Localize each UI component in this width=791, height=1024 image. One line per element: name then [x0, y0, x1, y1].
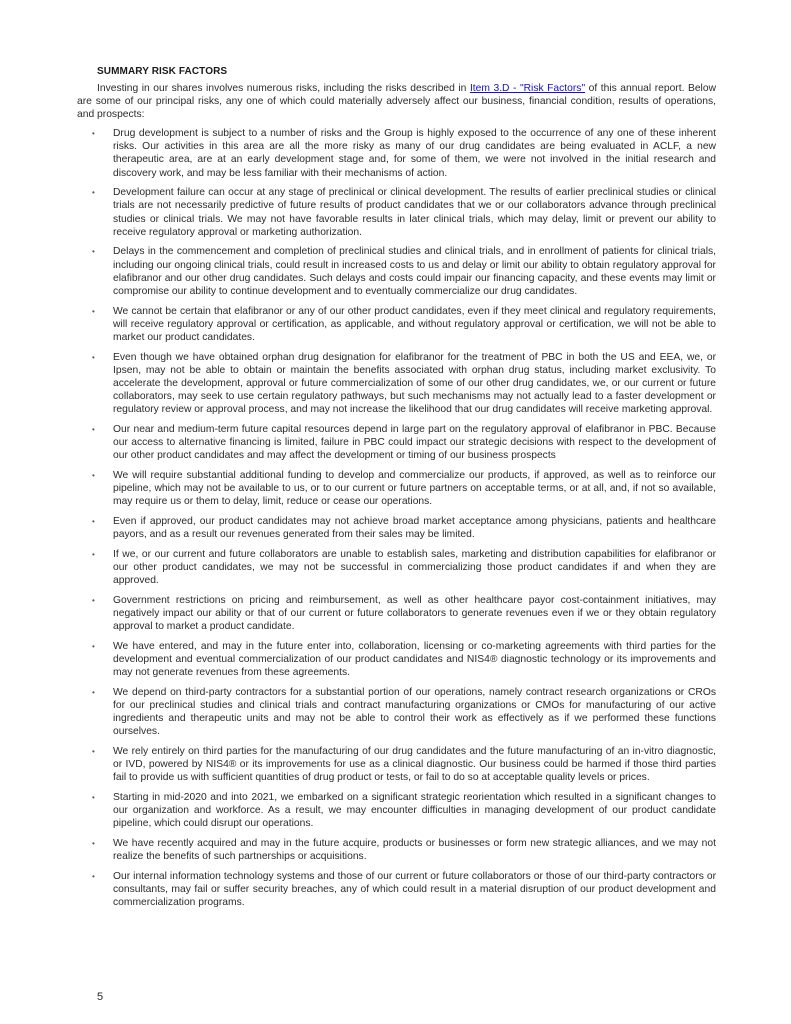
- risk-item: [77, 127, 716, 180]
- risk-text: We depend on third-party contractors for a substantial portion of our operations, namely contract research organizations or CROs for our preclinical studies and clinical trials and contract manufacturing organizations or CMOs for manufacturing of our active ingredients and therapeutic units and may not be able to control their work as effectively as if we performed these functions ourselves.: [113, 686, 716, 738]
- risk-text: Development failure can occur at any stage of preclinical or clinical development. The results of earlier preclinical studies or clinical trials are not necessarily predictive of future results of product candidates that we or our collaborators advance through preclinical studies or clinical trials. We may not have favorable results in later clinical trials, which may delay, limit or prevent our ability to receive regulatory approval or marketing authorization.: [113, 187, 716, 238]
- risk-list: [77, 127, 716, 916]
- bullet-icon: •: [92, 687, 95, 697]
- risk-item: [77, 186, 716, 239]
- risk-text: Delays in the commencement and completion of preclinical studies and clinical trials, and in enrollment of patients for clinical trials, including our ongoing clinical trials, could result in increased costs to us and delay or limit our ability to obtain regulatory approval for elafibranor and our other drug candidates. Such delays and costs could impair our financing capacity, and these events may limit or compromise our ability to continue development and to eventually commercialize our drug candidates.: [113, 246, 716, 298]
- risk-item: [77, 245, 716, 298]
- bullet-icon: •: [92, 352, 95, 362]
- risk-item: [77, 469, 716, 509]
- risk-text: We have entered, and may in the future enter into, collaboration, licensing or co-marketing agreements with third parties for the development and eventual commercialization of our product candidates and NIS4® diagnostic technology or its improvements and may not generate revenues from these agreements.: [113, 640, 716, 679]
- risk-item: [77, 351, 716, 417]
- intro-text-before: Investing in our shares involves numerous risks, including the risks described in: [97, 83, 470, 94]
- risk-item: [77, 870, 716, 910]
- bullet-icon: •: [92, 247, 95, 257]
- page-number: 5: [97, 991, 104, 1003]
- bullet-icon: •: [92, 306, 95, 316]
- intro-text-after: of this annual report. Below are some of our principal risks, any one of which could materially adversely affect our business, financial condition, results of operations, and prospects:: [77, 83, 717, 121]
- bullet-icon: •: [92, 549, 95, 559]
- risk-text: We have recently acquired and may in the future acquire, products or businesses or form new strategic alliances, and we may not realize the benefits of such partnerships or acquisitions.: [113, 838, 716, 863]
- bullet-icon: •: [92, 793, 95, 803]
- risk-text: We will require substantial additional funding to develop and commercialize our products, if approved, as well as to reinforce our pipeline, which may not be available to us, or to our current or future partners on acceptable terms, or at all, and, if not so available, may require us or them to delay, limit, reduce or cease our operations.: [113, 470, 716, 508]
- risk-item: [77, 640, 716, 680]
- risk-item: [77, 594, 716, 634]
- bullet-icon: •: [92, 871, 95, 881]
- risk-text: If we, or our current and future collaborators are unable to establish sales, marketing and distribution capabilities for elafibranor or our other product candidates, we may not be successful in commercializing those product candidates if and when they are approved.: [113, 548, 716, 587]
- risk-item: [77, 686, 716, 739]
- risk-item: [77, 837, 716, 863]
- risk-text: We cannot be certain that elafibranor or any of our other product candidates, even if they meet clinical and regulatory requirements, will receive regulatory approval or certification, as applicable, and without regulatory approval or certification, we will not be able to market our product candidates.: [113, 305, 716, 344]
- bullet-icon: •: [92, 839, 95, 849]
- risk-factors-link[interactable]: Item 3.D - "Risk Factors": [469, 83, 586, 94]
- bullet-icon: •: [92, 641, 95, 651]
- risk-text: Our near and medium-term future capital resources depend in large part on the regulatory approval of elafibranor in PBC. Because our access to alternative financing is limited, failure in PBC could impact our strategic decisions with respect to the development of our other product candidates and may affect the development or timing of our business prospects: [113, 424, 716, 462]
- bullet-icon: •: [92, 188, 95, 198]
- risk-text: Government restrictions on pricing and reimbursement, as well as other healthcare payor cost-containment initiatives, may negatively impact our ability or that of our current or future collaborators to generate revenues even if we or they obtain regulatory approval to market a product candidate.: [113, 594, 716, 633]
- bullet-icon: •: [92, 129, 95, 138]
- risk-item: [77, 745, 716, 785]
- risk-item: [77, 791, 716, 831]
- section-heading: SUMMARY RISK FACTORS: [97, 66, 228, 77]
- risk-text: Even though we have obtained orphan drug designation for elafibranor for the treatment of PBC in both the US and EEA, we, or Ipsen, may not be able to obtain or maintain the benefits associated with orphan drug status, including market exclusivity. To accelerate the development, approval or future commercialization of some of our other drug candidates, we, or our current or future collaborators, may seek to use certain regulatory pathways, but such mechanisms may not actually lead to a faster development or regulatory review or approval process, and may not increase the likelihood that our drug candidates will receive marketing approval.: [113, 351, 716, 416]
- risk-text: Drug development is subject to a number of risks and the Group is highly exposed to the occurrence of any one of these inherent risks. Our activities in this area are all the more risky as many of our drug candidates are being evaluated in ACLF, a new therapeutic area, are at an early development stage and, for some of them, we were not involved in the initial research and discovery work, and may be less familiar with their mechanisms of action.: [113, 128, 716, 179]
- bullet-icon: •: [92, 595, 95, 605]
- bullet-icon: •: [92, 517, 95, 527]
- intro-paragraph: [77, 82, 716, 122]
- risk-text: We rely entirely on third parties for the manufacturing of our drug candidates and the future manufacturing of an in-vitro diagnostic, or IVD, powered by NIS4® or its improvements for use as a clinical diagnostic. Our business could be harmed if those third parties fail to provide us with sufficient quantities of drug product or tests, or fail to do so at acceptable quality levels or prices.: [113, 746, 716, 784]
- bullet-icon: •: [92, 747, 95, 757]
- risk-item: [77, 548, 716, 588]
- risk-text: Our internal information technology systems and those of our current or future collaborators or those of our third-party contractors or consultants, may fail or suffer security breaches, any of which could result in a material disruption of our product development and commercialization programs.: [113, 870, 716, 909]
- risk-item: [77, 515, 716, 541]
- risk-item: [77, 423, 716, 463]
- bullet-icon: •: [92, 471, 95, 481]
- risk-item: [77, 305, 716, 345]
- risk-text: Even if approved, our product candidates may not achieve broad market acceptance among physicians, patients and healthcare payors, and as a result our revenues generated from their sales may be limited.: [113, 516, 716, 541]
- bullet-icon: •: [92, 425, 95, 435]
- risk-text: Starting in mid-2020 and into 2021, we embarked on a significant strategic reorientation which resulted in a significant changes to our organization and workforce. As a result, we may encounter difficulties in managing development of our product candidate pipeline, which could disrupt our operations.: [113, 792, 716, 830]
